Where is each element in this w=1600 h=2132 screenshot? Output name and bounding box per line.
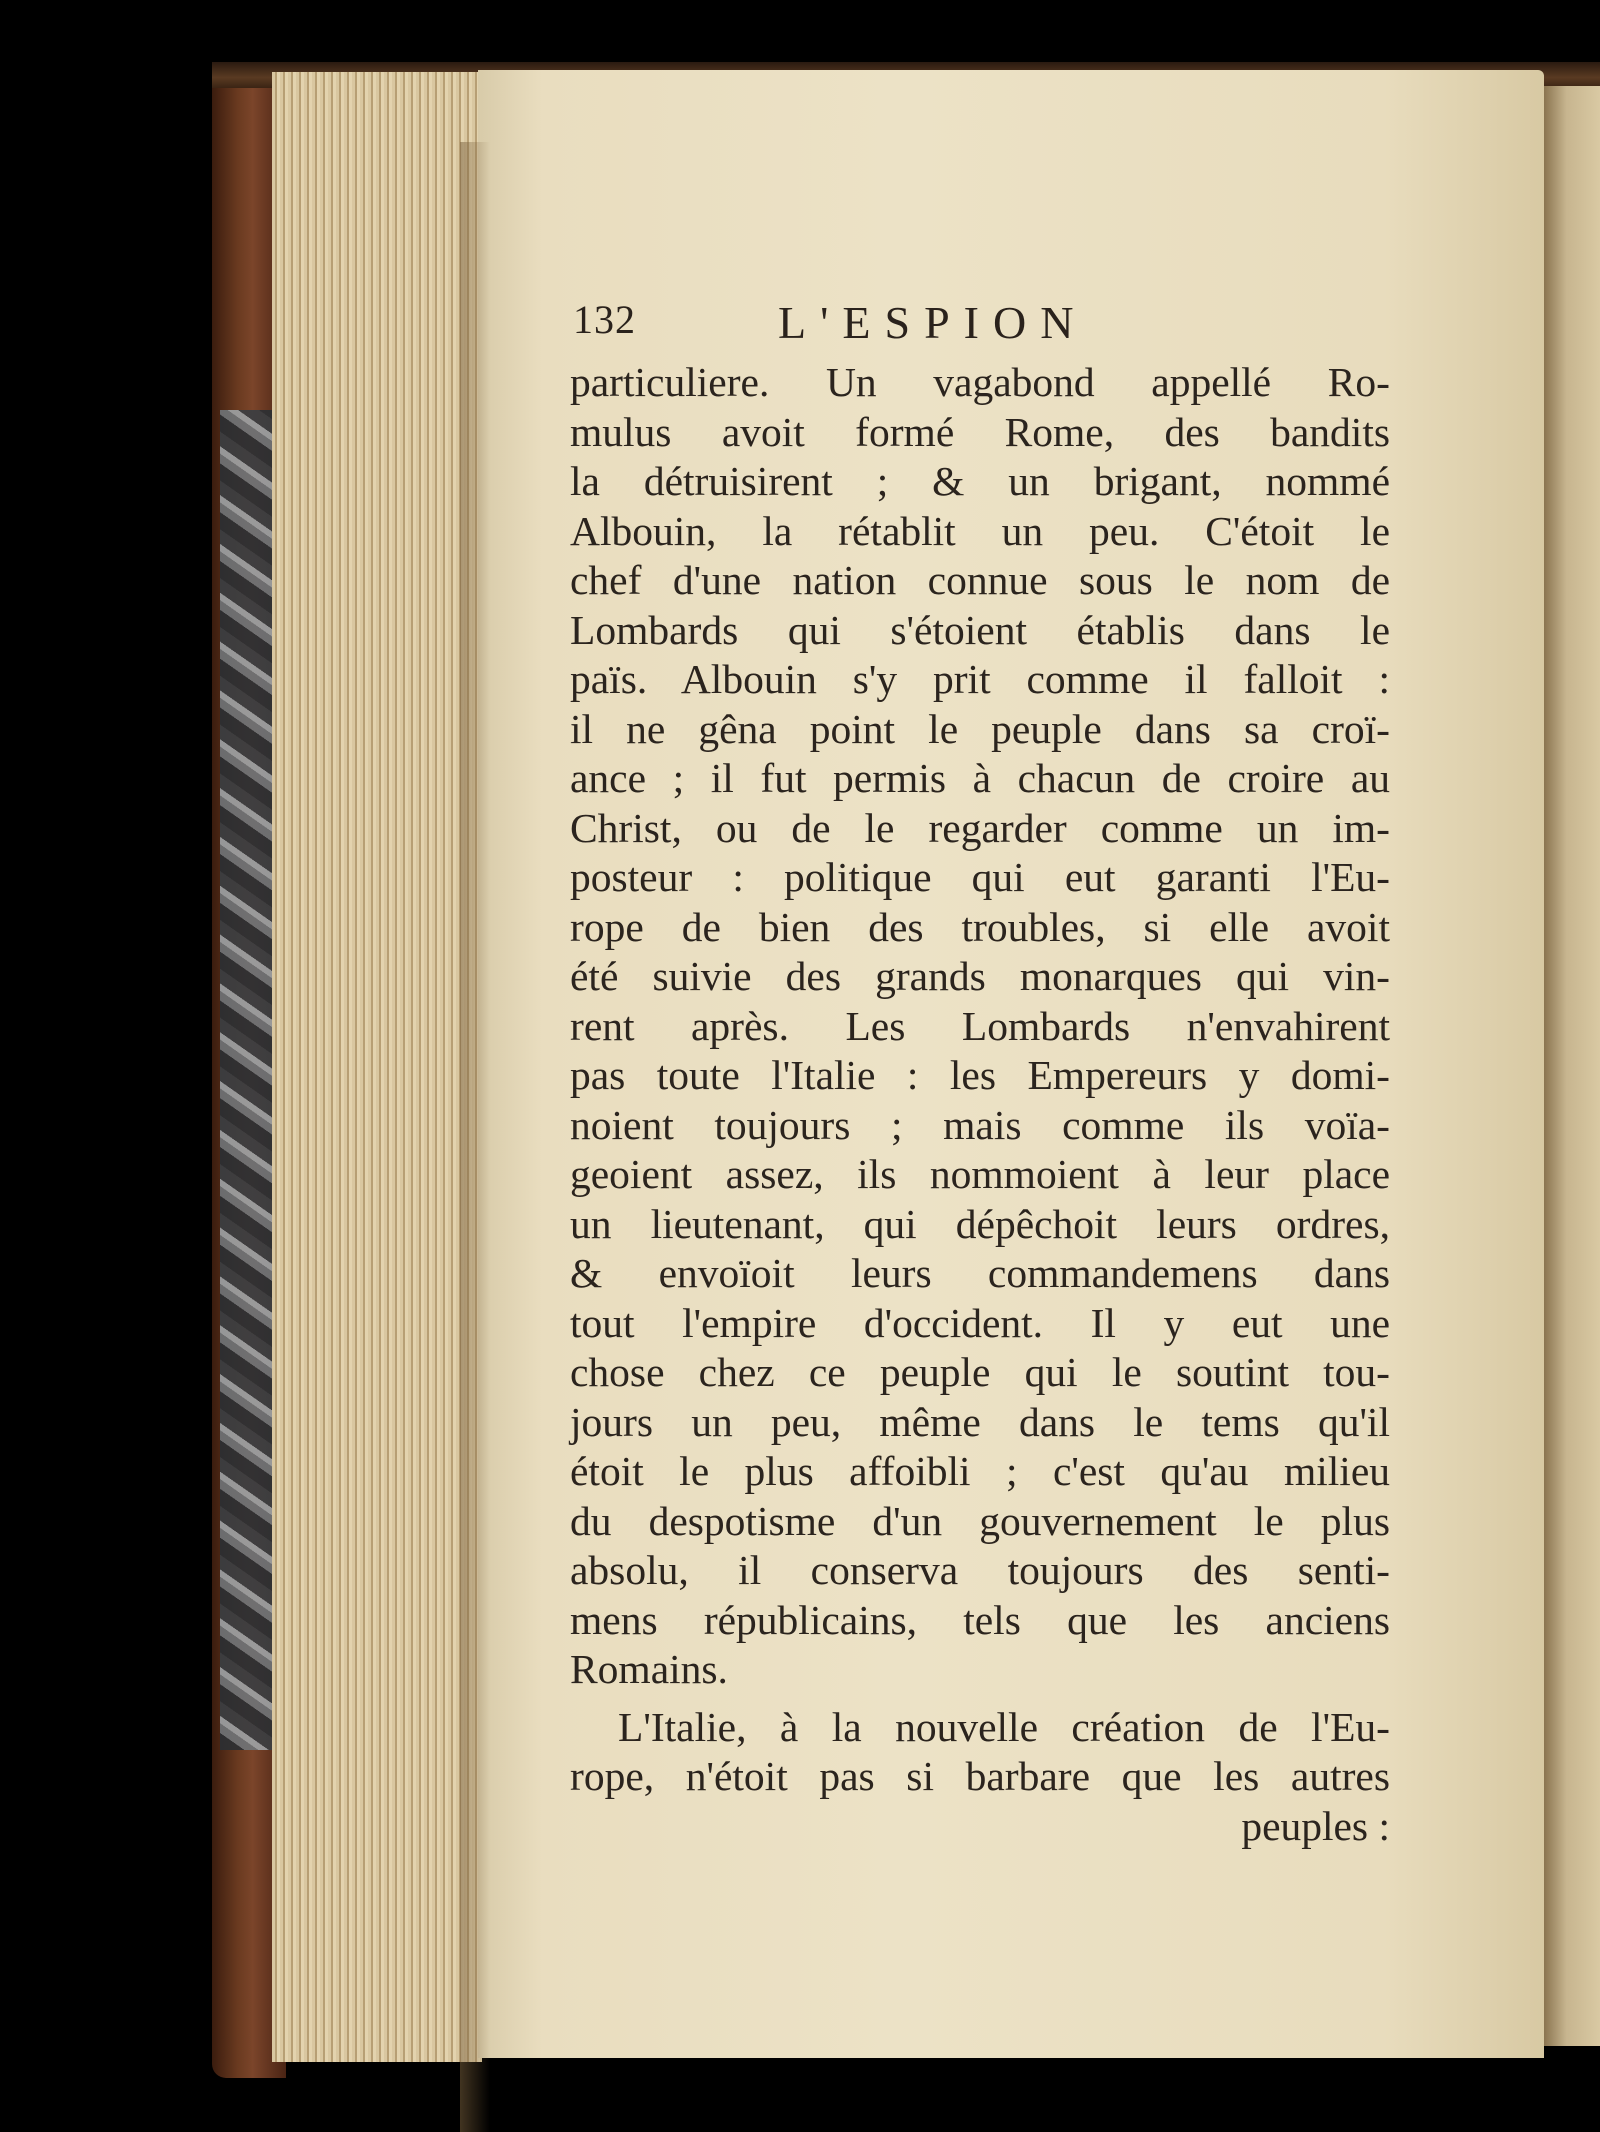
text-line: mulus avoit formé Rome, des bandits [570,408,1390,455]
text-line: Romains. [570,1646,728,1692]
page-number: 132 [573,297,636,342]
text-line: particuliere. Un vagabond appellé Ro- [570,359,1390,405]
running-head: L'ESPION [778,297,1088,348]
text-line: geoient assez, ils nommoient à leur place [570,1151,1390,1197]
text-line: il ne gêna point le peuple dans sa croï- [570,705,1390,752]
catchword: peuples : [1241,1802,1390,1849]
paragraph-2 [570,1703,1390,1802]
facing-page-edge [1544,86,1600,2046]
text-line: païs. Albouin s'y prit comme il falloit : [570,656,1390,702]
text-line: Albouin, la rétablit un peu. C'étoit le [570,507,1390,554]
text-line: chose chez ce peuple qui le soutint tou- [570,1349,1390,1395]
text-line: rope, n'étoit pas si barbare que les autres [570,1753,1390,1799]
text-line: absolu, il conserva toujours des senti- [570,1547,1390,1593]
text-line: pas toute l'Italie : les Empereurs y domi- [570,1052,1390,1098]
text-line: mens républicains, tels que les anciens [570,1596,1390,1643]
text-line: un lieutenant, qui dépêchoit leurs ordres, [570,1200,1390,1247]
page-edges [272,72,482,2062]
text-line: chef d'une nation connue sous le nom de [570,557,1390,603]
text-line: jours un peu, même dans le tems qu'il [570,1398,1390,1445]
text-line: & envoïoit leurs commandemens dans [570,1250,1390,1296]
text-line: rent après. Les Lombards n'envahirent [570,1002,1390,1049]
book-page [478,70,1544,2058]
paragraph-1 [570,358,1390,1695]
text-line: ance ; il fut permis à chacun de croire au [570,755,1390,801]
text-line: noient toujours ; mais comme ils voïa- [570,1101,1390,1148]
text-line: Christ, ou de le regarder comme un im- [570,804,1390,851]
text-line: la détruisirent ; & un brigant, nommé [570,458,1390,504]
gutter-shadow [460,142,490,2132]
text-line: posteur : politique qui eut garanti l'Eu- [570,854,1390,900]
text-line: tout l'empire d'occident. Il y eut une [570,1299,1390,1346]
body-text [570,358,1390,1851]
text-line: L'Italie, à la nouvelle création de l'Eu- [618,1703,1390,1750]
page-header [478,296,1544,356]
text-line: été suivie des grands monarques qui vin- [570,953,1390,999]
text-line: étoit le plus affoibli ; c'est qu'au milieu [570,1448,1390,1494]
text-line: rope de bien des troubles, si elle avoit [570,903,1390,950]
text-line: du despotisme d'un gouvernement le plus [570,1497,1390,1544]
text-line: Lombards qui s'étoient établis dans le [570,606,1390,653]
